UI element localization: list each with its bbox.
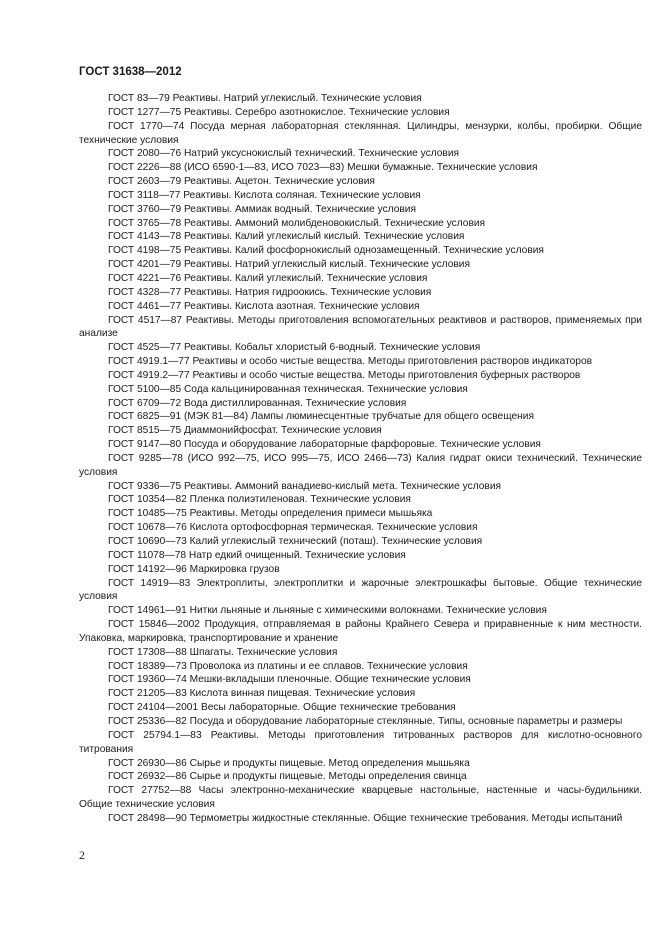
document-header: ГОСТ 31638—2012 [79, 66, 182, 78]
reference-item: ГОСТ 25794.1—83 Реактивы. Методы приготовления титрованных растворов для кислотно-основного титрования [79, 729, 642, 755]
reference-item: ГОСТ 18389—73 Проволока из платины и ее сплавов. Технические условия [108, 660, 468, 672]
reference-item: ГОСТ 4198—75 Реактивы. Калий фосфорнокислый однозамещенный. Технические условия [108, 245, 544, 257]
reference-item: ГОСТ 83—79 Реактивы. Натрий углекислый. Технические условия [108, 93, 422, 104]
reference-item: ГОСТ 4201—79 Реактивы. Натрий углекислый кислый. Технические условия [108, 259, 471, 271]
reference-item: ГОСТ 3118—77 Реактивы. Кислота соляная. Технические условия [108, 189, 421, 201]
reference-item: ГОСТ 4221—76 Реактивы. Калий углекислый. Технические условия [108, 272, 428, 284]
reference-item: ГОСТ 24104—2001 Весы лабораторные. Общие технические требования [108, 702, 456, 714]
reference-item: ГОСТ 4525—77 Реактивы. Кобальт хлористый 6-водный. Технические условия [108, 342, 481, 354]
reference-item: ГОСТ 4919.1—77 Реактивы и особо чистые вещества. Методы приготовления растворов индикаторов [108, 356, 593, 368]
reference-item: ГОСТ 4919.2—77 Реактивы и особо чистые вещества. Методы приготовления буферных растворов [108, 369, 581, 381]
reference-item: ГОСТ 11078—78 Натр едкий очищенный. Технические условия [108, 549, 406, 561]
reference-item: ГОСТ 10678—76 Кислота ортофосфорная термическая. Технические условия [108, 522, 478, 534]
reference-item: ГОСТ 6709—72 Вода дистиллированная. Технические условия [108, 397, 407, 409]
reference-item: ГОСТ 15846—2002 Продукция, отправляемая в районы Крайнего Севера и приравненные к ним местности. Упаковка, маркировка, транспортирование и хранение [79, 619, 642, 644]
reference-item: ГОСТ 3760—79 Реактивы. Аммиак водный. Технические условия [108, 203, 417, 215]
reference-item: ГОСТ 10690—73 Калий углекислый технический (поташ). Технические условия [108, 536, 483, 547]
reference-item: ГОСТ 4328—77 Реактивы. Натрия гидроокись. Технические условия [108, 286, 432, 298]
reference-item: ГОСТ 4143—78 Реактивы. Калий углекислый кислый. Технические условия [108, 231, 465, 243]
reference-item: ГОСТ 14919—83 Электроплиты, электроплитки и жарочные электрошкафы бытовые. Общие технические условия [79, 577, 642, 603]
reference-item: ГОСТ 2080—76 Натрий уксуснокислый технический. Технические условия [108, 148, 460, 160]
reference-item: ГОСТ 4461—77 Реактивы. Кислота азотная. Технические условия [108, 300, 420, 312]
reference-item: ГОСТ 25336—82 Посуда и оборудование лабораторные стеклянные. Типы, основные параметры и размеры [108, 715, 623, 727]
reference-item: ГОСТ 3765—78 Реактивы. Аммоний молибденовокислый. Технические условия [108, 217, 486, 229]
reference-item: ГОСТ 14192—96 Маркировка грузов [108, 563, 280, 575]
reference-item: ГОСТ 4517—87 Реактивы. Методы приготовления вспомогательных реактивов и растворов, применяемых при анализе [79, 314, 642, 340]
reference-item: ГОСТ 9285—78 (ИСО 992—75, ИСО 995—75, ИСО 2466—73) Калия гидрат окиси технический. Технические условия [79, 452, 642, 478]
reference-item: ГОСТ 9147—80 Посуда и оборудование лабораторные фарфоровые. Технические условия [108, 439, 541, 451]
reference-item: ГОСТ 17308—88 Шпагаты. Технические условия [108, 646, 338, 658]
reference-item: ГОСТ 1277—75 Реактивы. Серебро азотнокислое. Технические условия [108, 106, 450, 118]
reference-item: ГОСТ 14961—91 Нитки льняные и льняные с химическими волокнами. Технические условия [108, 605, 547, 617]
reference-item: ГОСТ 27752—88 Часы электронно-механические кварцевые настольные, настенные и часы-будильники. Общие технические условия [79, 785, 642, 811]
reference-item: ГОСТ 26930—86 Сырье и продукты пищевые. Метод определения мышьяка [108, 757, 470, 769]
reference-item: ГОСТ 2603—79 Реактивы. Ацетон. Технические условия [108, 176, 375, 188]
reference-list [79, 92, 642, 826]
reference-item: ГОСТ 10485—75 Реактивы. Методы определения примеси мышьяка [108, 508, 433, 520]
reference-item: ГОСТ 21205—83 Кислота винная пищевая. Технические условия [108, 688, 416, 700]
reference-item: ГОСТ 8515—75 Диаммонийфосфат. Технические условия [108, 425, 382, 437]
reference-item: ГОСТ 2226—88 (ИСО 6590-1—83, ИСО 7023—83) Мешки бумажные. Технические условия [108, 162, 538, 174]
reference-item: ГОСТ 1770—74 Посуда мерная лабораторная стеклянная. Цилиндры, мензурки, колбы, пробирки. Общие технические условия [79, 120, 642, 146]
reference-item: ГОСТ 19360—74 Мешки-вкладыши пленочные. Общие технические условия [108, 674, 471, 686]
reference-item: ГОСТ 10354—82 Пленка полиэтиленовая. Технические условия [108, 494, 411, 506]
reference-item: ГОСТ 28498—90 Термометры жидкостные стеклянные. Общие технические требования. Методы испытаний [108, 812, 623, 824]
reference-item: ГОСТ 5100—85 Сода кальцинированная техническая. Технические условия [108, 383, 468, 395]
page-number: 2 [79, 848, 85, 862]
reference-item: ГОСТ 26932—86 Сырье и продукты пищевые. Методы определения свинца [108, 771, 467, 783]
reference-item: ГОСТ 9336—75 Реактивы. Аммоний ванадиево-кислый мета. Технические условия [108, 480, 502, 492]
reference-item: ГОСТ 6825—91 (МЭК 81—84) Лампы люминесцентные трубчатые для общего освещения [108, 411, 534, 423]
